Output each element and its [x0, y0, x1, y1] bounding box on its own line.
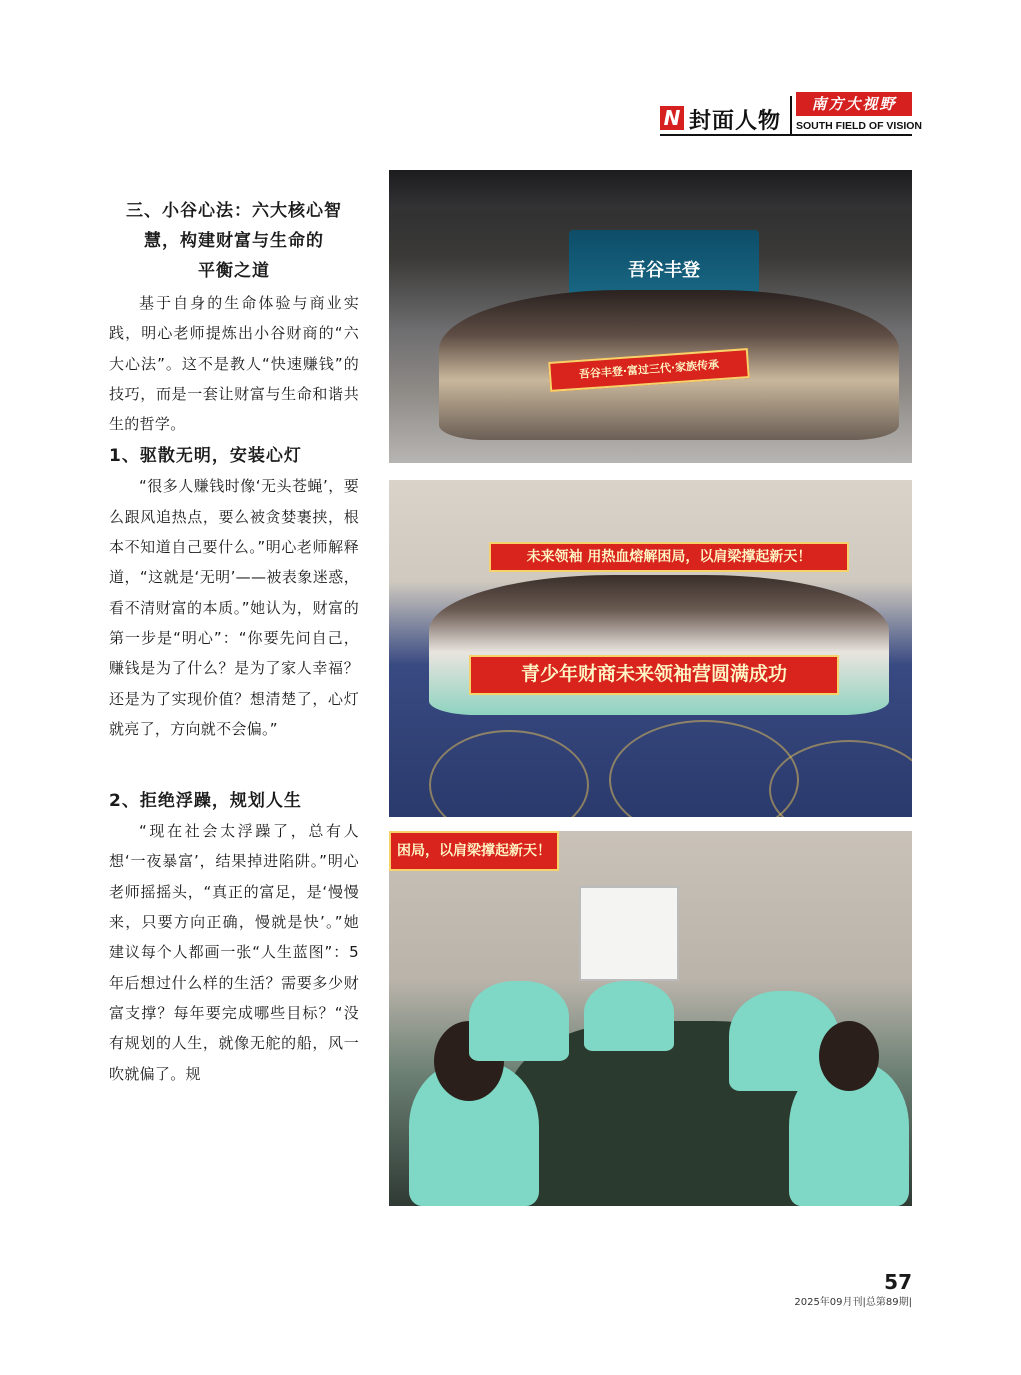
red-banner: 吾谷丰登·富过三代·家族传承 — [548, 348, 750, 392]
whiteboard — [579, 886, 679, 981]
group-photo-banquet — [389, 170, 912, 463]
top-banner: 未来领袖 用热血熔解困局，以肩梁撑起新天！ — [489, 542, 849, 572]
main-banner: 青少年财商未来领袖营圆满成功 — [469, 655, 839, 695]
issue-info: 2025年09月刊|总第89期| — [794, 1297, 912, 1308]
subheading-2: 2、拒绝浮躁，规划人生 — [109, 791, 302, 812]
section-title — [109, 196, 359, 286]
intro-paragraph: 基于自身的生命体验与商业实践，明心老师提炼出小谷财商的“六大心法”。这不是教人“快速赚钱”的技巧，而是一套让财富与生命和谐共生的哲学。 — [109, 294, 359, 434]
classroom-photo — [389, 831, 912, 1206]
header-divider — [790, 96, 792, 134]
student-head — [819, 1021, 879, 1091]
group-photo-camp — [389, 480, 912, 817]
brand-logo: 南方大视野 — [796, 92, 912, 116]
carpet-pattern — [769, 740, 912, 817]
student — [584, 981, 674, 1051]
magazine-logo-icon: N — [660, 106, 684, 130]
brand-english: SOUTH FIELD OF VISION — [796, 120, 923, 132]
section-title-line: 三、小谷心法：六大核心智 — [126, 201, 342, 221]
ceiling — [389, 170, 912, 210]
carpet-pattern — [429, 730, 589, 817]
column-name: 封面人物 — [689, 109, 782, 134]
page-number: 57 — [884, 1270, 912, 1294]
partial-banner: 困局，以肩梁撑起新天！ — [389, 831, 559, 871]
section-title-line: 平衡之道 — [198, 261, 270, 281]
article-column — [109, 196, 359, 1089]
page-header — [660, 92, 923, 136]
carpet-pattern — [609, 720, 799, 817]
student — [469, 981, 569, 1061]
section-title-line: 慧，构建财富与生命的 — [144, 231, 324, 251]
paragraph-1: “很多人赚钱时像‘无头苍蝇’，要么跟风追热点，要么被贪婪裹挟，根本不知道自己要什么。”明心老师解释道，“这就是‘无明’——被表象迷惑，看不清财富的本质。”她认为，财富的第一步是“明心”：“你要先问自己，赚钱是为了什么？是为了家人幸福？还是为了实现价值？想清楚了，心灯就亮了，方向就不会偏。” — [109, 477, 359, 738]
paragraph-2: “现在社会太浮躁了，总有人想‘一夜暴富’，结果掉进陷阱。”明心老师摇摇头，“真正的富足，是‘慢慢来，只要方向正确，慢就是快’。”她建议每个人都画一张“人生蓝图”：5年后想过什么样的生活？需要多少财富支撑？每年要完成哪些目标？“没有规划的人生，就像无舵的船，风一吹就偏了。规 — [109, 822, 359, 1083]
screen-text: 吾谷丰登 — [628, 260, 700, 281]
subheading-1: 1、驱散无明，安装心灯 — [109, 446, 302, 467]
header-rule — [660, 134, 912, 136]
